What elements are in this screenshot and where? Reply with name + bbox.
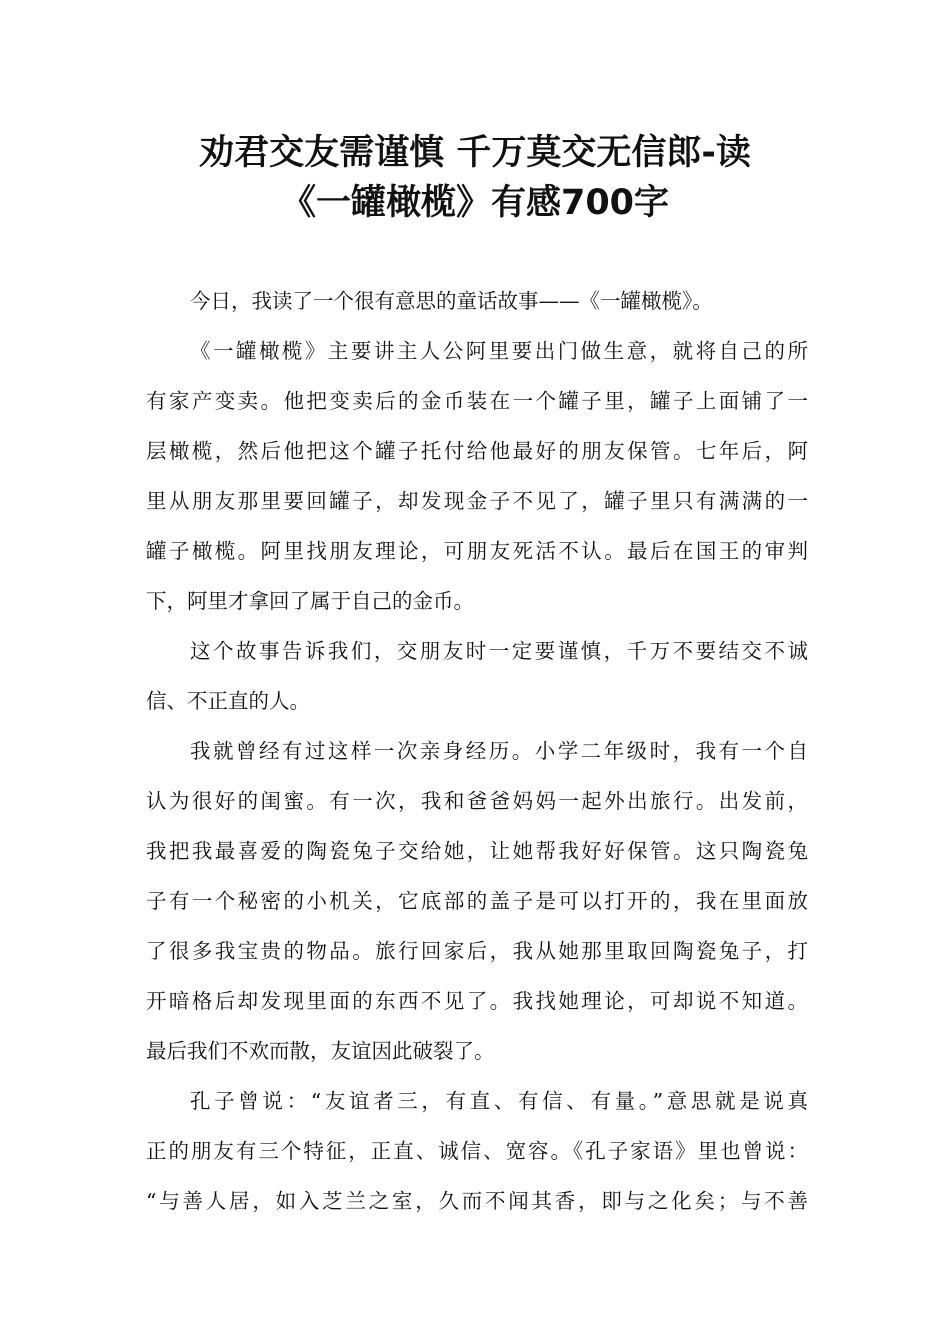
body-line: 认为很好的闺蜜。有一次，我和爸爸妈妈一起外出旅行。出发前， xyxy=(146,789,808,813)
document-title-line-1: 劝君交友需谨慎 千万莫交无信郎-读 xyxy=(199,133,751,173)
body-line: 罐子橄榄。阿里找朋友理论，可朋友死活不认。最后在国王的审判 xyxy=(146,539,808,563)
body-line: 最后我们不欢而散，友谊因此破裂了。 xyxy=(146,1039,495,1063)
document-body xyxy=(146,276,808,1226)
body-line: 孔子曾说：“友谊者三，有直、有信、有量。”意思就是说真 xyxy=(190,1089,808,1113)
document-title-line-2: 《一罐橄榄》有感700字 xyxy=(280,183,670,223)
body-line: 了很多我宝贵的物品。旅行回家后，我从她那里取回陶瓷兔子，打 xyxy=(146,939,808,963)
body-line: 正的朋友有三个特征，正直、诚信、宽容。《孔子家语》里也曾说： xyxy=(146,1139,808,1163)
body-line: 下，阿里才拿回了属于自己的金币。 xyxy=(146,589,474,613)
body-line: 我把我最喜爱的陶瓷兔子交给她，让她帮我好好保管。这只陶瓷兔 xyxy=(146,839,808,863)
body-line: 信、不正直的人。 xyxy=(146,689,310,713)
body-line: 有家产变卖。他把变卖后的金币装在一个罐子里，罐子上面铺了一 xyxy=(146,389,808,413)
body-line: “与善人居，如入芝兰之室，久而不闻其香，即与之化矣；与不善 xyxy=(146,1189,808,1213)
body-line: 这个故事告诉我们，交朋友时一定要谨慎，千万不要结交不诚 xyxy=(190,639,808,663)
body-line: 层橄榄，然后他把这个罐子托付给他最好的朋友保管。七年后，阿 xyxy=(146,439,808,463)
body-line: 《一罐橄榄》主要讲主人公阿里要出门做生意，就将自己的所 xyxy=(190,339,808,363)
body-line: 里从朋友那里要回罐子，却发现金子不见了，罐子里只有满满的一 xyxy=(146,489,808,513)
body-line: 开暗格后却发现里面的东西不见了。我找她理论，可却说不知道。 xyxy=(146,989,808,1013)
body-line: 子有一个秘密的小机关，它底部的盖子是可以打开的，我在里面放 xyxy=(146,889,808,913)
body-line: 今日，我读了一个很有意思的童话故事——《一罐橄榄》。 xyxy=(190,289,713,313)
body-line: 我就曾经有过这样一次亲身经历。小学二年级时，我有一个自 xyxy=(190,739,808,763)
